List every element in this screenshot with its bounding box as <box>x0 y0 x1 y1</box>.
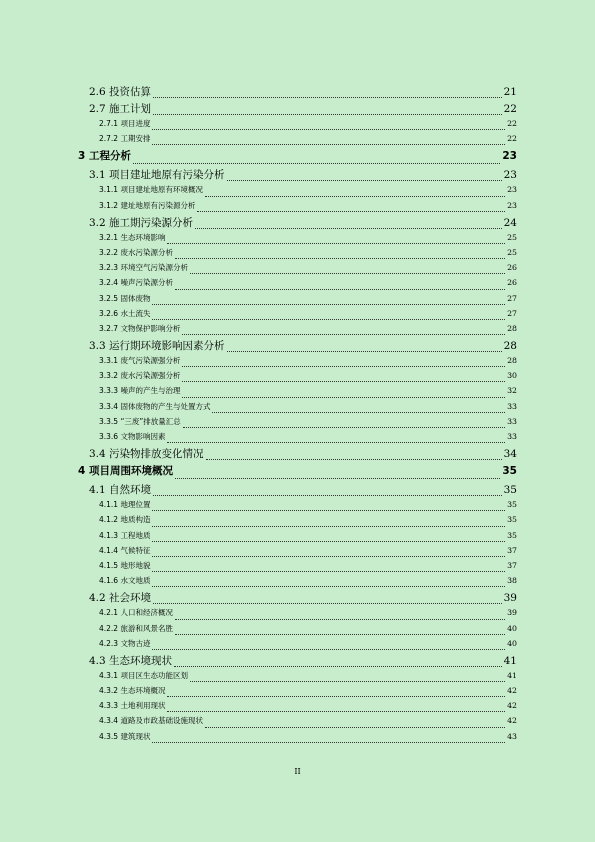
toc-entry[interactable] <box>0 590 595 607</box>
toc-entry[interactable] <box>0 262 595 277</box>
toc-entry-page: 21 <box>503 86 517 98</box>
dot-leader <box>133 163 500 164</box>
toc-entry[interactable] <box>0 685 595 700</box>
dot-leader <box>167 442 505 443</box>
toc-entry-label: 4 项目周围环境概况 <box>78 465 173 478</box>
dot-leader <box>152 304 505 305</box>
toc-entry-label: 4.1.4 气候特征 <box>99 545 151 555</box>
dot-leader <box>175 619 505 620</box>
toc-entry[interactable] <box>0 215 595 232</box>
toc-entry-page: 26 <box>507 263 517 273</box>
toc-entry[interactable] <box>0 308 595 323</box>
toc-entry-page: 37 <box>507 545 517 555</box>
toc-entry[interactable] <box>0 167 595 184</box>
toc-entry[interactable] <box>0 530 595 545</box>
dot-leader <box>167 696 505 697</box>
dot-leader <box>152 586 505 587</box>
dot-leader <box>152 510 505 511</box>
toc-entry-label: 4.1 自然环境 <box>89 484 152 497</box>
toc-entry-page: 22 <box>507 134 517 144</box>
toc-entry[interactable] <box>0 623 595 638</box>
toc-entry[interactable] <box>0 638 595 653</box>
toc-entry-label: 4.3.4 道路及市政基础设施现状 <box>99 716 203 726</box>
dot-leader <box>152 129 505 130</box>
toc-entry-page: 28 <box>507 323 517 333</box>
toc-entry[interactable] <box>0 446 595 463</box>
toc-entry-label: 4.2 社会环境 <box>89 592 152 605</box>
toc-entry-label: 3.3.4 固体废物的产生与处置方式 <box>99 401 211 411</box>
dot-leader <box>152 742 505 743</box>
toc-entry-label: 4.1.3 工程地质 <box>99 530 151 540</box>
toc-entry-label: 4.1.1 地理位置 <box>99 500 151 510</box>
dot-leader <box>153 603 502 604</box>
toc-entry-label: 3.2.4 噪声污染源分析 <box>99 278 173 288</box>
toc-entry[interactable] <box>0 431 595 446</box>
dot-leader <box>152 319 505 320</box>
toc-entry-label: 3.1 项目建址地原有污染分析 <box>89 169 225 182</box>
dot-leader <box>175 634 505 635</box>
toc-entry-page: 40 <box>507 623 517 633</box>
toc-entry[interactable] <box>0 247 595 262</box>
toc-entry-label: 3.3.2 废水污染源强分析 <box>99 371 181 381</box>
toc-entry-page: 28 <box>503 340 517 353</box>
dot-leader <box>174 666 502 667</box>
toc-entry-page: 30 <box>507 371 517 381</box>
dot-leader <box>206 459 502 460</box>
toc-entry[interactable] <box>0 514 595 529</box>
toc-entry-label: 3.3.6 文物影响因素 <box>99 432 166 441</box>
toc-entry-label: 3.1.2 建址地原有污染源分析 <box>99 200 196 210</box>
toc-entry-page: 41 <box>507 670 517 680</box>
dot-leader <box>167 711 505 712</box>
toc-entry-page: 22 <box>503 103 517 115</box>
toc-entry[interactable] <box>0 101 595 118</box>
toc-entry[interactable] <box>0 133 595 148</box>
toc-entry-page: 23 <box>507 200 517 210</box>
toc-entry[interactable] <box>0 715 595 730</box>
toc-entry-page: 41 <box>503 654 517 667</box>
toc-entry-label: 4.1.6 水文地质 <box>99 576 151 586</box>
toc-entry-page: 34 <box>503 448 517 461</box>
toc-entry[interactable] <box>0 482 595 499</box>
dot-leader <box>153 114 502 115</box>
toc-entry-page: 32 <box>507 386 517 396</box>
dot-leader <box>190 681 505 682</box>
toc-entry-page: 43 <box>507 731 517 741</box>
toc-entry[interactable] <box>0 545 595 560</box>
toc-entry-label: 4.3.3 土地利用现状 <box>99 701 166 711</box>
toc-entry-label: 4.3.1 项目区生态功能区划 <box>99 670 188 680</box>
toc-entry-page: 37 <box>507 560 517 570</box>
toc-entry-label: 3.3.3 噪声的产生与治理 <box>99 386 181 396</box>
toc-entry-page: 33 <box>507 416 517 426</box>
toc-entry[interactable] <box>0 184 595 199</box>
dot-leader <box>152 649 505 650</box>
dot-leader <box>175 289 505 290</box>
toc-entry-label: 2.7 施工计划 <box>89 103 152 115</box>
toc-entry-label: 3.2.6 水土流失 <box>99 308 151 318</box>
toc-entry-label: 2.7.1 项目进度 <box>99 119 151 128</box>
dot-leader <box>212 412 505 413</box>
dot-leader <box>152 571 505 572</box>
dot-leader <box>182 366 505 367</box>
toc-entry[interactable] <box>0 84 595 101</box>
dot-leader <box>182 334 505 335</box>
dot-leader <box>167 243 505 244</box>
toc-entry-page: 25 <box>507 232 517 242</box>
dot-leader <box>175 478 500 479</box>
toc-entry-page: 33 <box>507 401 517 411</box>
toc-entry-label: 4.3 生态环境现状 <box>89 654 173 667</box>
toc-entry[interactable] <box>0 277 595 292</box>
toc-entry[interactable] <box>0 355 595 370</box>
toc-entry-label: 4.1.5 地形地貌 <box>99 560 151 570</box>
toc-entry[interactable] <box>0 499 595 514</box>
toc-entry[interactable] <box>0 200 595 215</box>
toc-entry[interactable] <box>0 232 595 247</box>
toc-entry-page: 39 <box>507 608 517 618</box>
dot-leader <box>227 180 502 181</box>
toc-entry-page: 26 <box>507 278 517 288</box>
toc-entry-page: 35 <box>502 465 517 478</box>
toc-entry-label: 3.2.1 生态环境影响 <box>99 232 166 242</box>
toc-entry-label: 3.3.5 “三废”排放量汇总 <box>99 416 181 426</box>
toc-entry-label: 4.2.3 文物古迹 <box>99 638 151 648</box>
toc-entry[interactable] <box>0 118 595 133</box>
toc-entry[interactable] <box>0 653 595 670</box>
toc-entry[interactable] <box>0 323 595 338</box>
dot-leader <box>152 556 505 557</box>
toc-entry-page: 35 <box>503 484 517 497</box>
toc-entry-label: 2.6 投资估算 <box>89 86 152 98</box>
toc-entry-page: 35 <box>507 500 517 510</box>
toc-entry[interactable] <box>0 338 595 355</box>
toc-entry-page: 25 <box>507 247 517 257</box>
dot-leader <box>182 397 505 398</box>
toc-entry[interactable] <box>0 401 595 416</box>
dot-leader <box>152 144 505 145</box>
toc-entry-page: 38 <box>507 576 517 586</box>
toc-entry-label: 3.4 污染物排放变化情况 <box>89 448 204 461</box>
toc-entry-label: 3.2.5 固体废物 <box>99 293 151 303</box>
toc-entry-label: 3.1.1 项目建址地原有环境概况 <box>99 185 203 195</box>
toc-entry[interactable] <box>0 463 595 482</box>
toc-entry-page: 24 <box>503 216 517 229</box>
toc-entry[interactable] <box>0 607 595 622</box>
dot-leader <box>175 258 505 259</box>
table-of-contents <box>0 84 595 746</box>
toc-entry-page: 42 <box>507 686 517 696</box>
toc-entry-label: 4.3.2 生态环境概况 <box>99 686 166 696</box>
page-number: II <box>294 767 301 776</box>
toc-entry-label: 3.2.3 环境空气污染源分析 <box>99 263 188 273</box>
dot-leader <box>152 541 505 542</box>
toc-entry-page: 22 <box>507 119 517 128</box>
toc-entry[interactable] <box>0 700 595 715</box>
dot-leader <box>183 427 505 428</box>
toc-entry-label: 3.2.7 文物保护影响分析 <box>99 323 181 333</box>
toc-entry-page: 42 <box>507 716 517 726</box>
toc-entry-page: 27 <box>507 308 517 318</box>
toc-entry[interactable] <box>0 385 595 400</box>
toc-entry-label: 3 工程分析 <box>78 150 131 163</box>
toc-entry-page: 42 <box>507 701 517 711</box>
dot-leader <box>190 273 505 274</box>
toc-entry[interactable] <box>0 293 595 308</box>
toc-entry[interactable] <box>0 416 595 431</box>
dot-leader <box>195 228 502 229</box>
toc-entry[interactable] <box>0 731 595 746</box>
toc-entry-page: 40 <box>507 638 517 648</box>
dot-leader <box>152 526 505 527</box>
toc-entry[interactable] <box>0 560 595 575</box>
toc-entry-label: 3.3.1 废气污染源强分析 <box>99 356 181 366</box>
toc-entry-page: 23 <box>503 169 517 182</box>
toc-entry[interactable] <box>0 148 595 167</box>
toc-entry-label: 3.2.2 废水污染源分析 <box>99 247 173 257</box>
toc-entry-page: 33 <box>507 432 517 441</box>
toc-entry-page: 23 <box>502 150 517 163</box>
toc-entry-label: 3.3 运行期环境影响因素分析 <box>89 340 225 353</box>
toc-entry-label: 4.2.2 旅游和风景名胜 <box>99 623 173 633</box>
toc-entry-page: 28 <box>507 356 517 366</box>
toc-entry-page: 35 <box>507 515 517 525</box>
toc-entry-page: 35 <box>507 530 517 540</box>
toc-entry-page: 39 <box>503 592 517 605</box>
dot-leader <box>182 381 505 382</box>
dot-leader <box>197 211 505 212</box>
toc-entry[interactable] <box>0 370 595 385</box>
toc-entry-label: 2.7.2 工期安排 <box>99 134 151 144</box>
toc-entry-label: 4.3.5 建筑现状 <box>99 731 151 741</box>
toc-entry-label: 3.2 施工期污染源分析 <box>89 216 194 229</box>
toc-entry[interactable] <box>0 575 595 590</box>
dot-leader <box>205 196 505 197</box>
dot-leader <box>153 495 502 496</box>
toc-entry-page: 27 <box>507 293 517 303</box>
dot-leader <box>227 351 502 352</box>
dot-leader <box>205 727 505 728</box>
toc-entry[interactable] <box>0 670 595 685</box>
toc-entry-label: 4.2.1 人口和经济概况 <box>99 608 173 618</box>
dot-leader <box>153 97 502 98</box>
toc-entry-page: 23 <box>507 185 517 195</box>
toc-entry-label: 4.1.2 地质构造 <box>99 515 151 525</box>
